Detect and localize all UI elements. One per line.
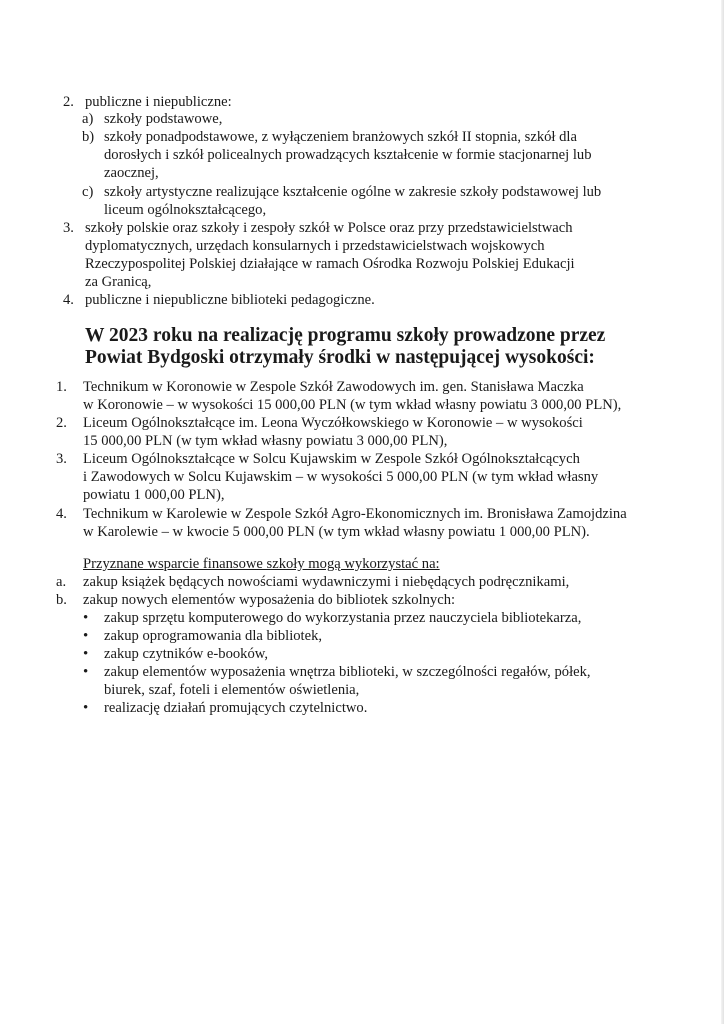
list-item-text: publiczne i niepubliczne biblioteki pedagogiczne.	[85, 292, 375, 308]
bullet-item-text: realizację działań promujących czytelnictwo.	[104, 700, 368, 716]
school-text: i Zawodowych w Solcu Kujawskim – w wysokości 5 000,00 PLN (w tym wkład własny	[83, 469, 599, 485]
list-number: 3.	[63, 220, 74, 236]
list-item-text: dyplomatycznych, urzędach konsularnych i przedstawicielstwach wojskowych	[85, 238, 545, 254]
school-text: Technikum w Karolewie w Zespole Szkół Agro-Ekonomicznych im. Bronisława Zamojdzina	[83, 506, 627, 522]
bullet-item-text: zakup elementów wyposażenia wnętrza biblioteki, w szczególności regałów, półek,	[104, 664, 591, 680]
sublist-marker: a)	[82, 111, 94, 127]
school-text: Liceum Ogólnokształcące w Solcu Kujawskim w Zespole Szkół Ogólnokształcących	[83, 451, 580, 467]
bullet-item-text: zakup czytników e-booków,	[104, 646, 268, 662]
sublist-marker: c)	[82, 184, 94, 200]
section-heading-line-1: W 2023 roku na realizację programu szkoły prowadzone przez	[85, 325, 606, 346]
sublist-item-text: szkoły artystyczne realizujące kształcenie ogólne w zakresie szkoły podstawowej lub	[104, 184, 602, 200]
school-number: 3.	[56, 451, 67, 467]
bullet-icon: •	[83, 646, 89, 662]
bullet-icon: •	[83, 628, 89, 644]
bullet-icon: •	[83, 664, 89, 680]
bullet-icon: •	[83, 700, 89, 716]
sublist-marker: b)	[82, 129, 95, 145]
sublist-item-text: szkoły podstawowe,	[104, 111, 223, 127]
list-item-text: Rzeczypospolitej Polskiej działające w ramach Ośrodka Rozwoju Polskiej Edukacji	[85, 256, 575, 272]
sublist-item-text: liceum ogólnokształcącego,	[104, 202, 267, 218]
bullet-item-text: zakup sprzętu komputerowego do wykorzystania przez nauczyciela bibliotekarza,	[104, 610, 582, 626]
bullet-item-text: biurek, szaf, foteli i elementów oświetlenia,	[104, 682, 360, 698]
support-item-text: zakup książek będących nowościami wydawniczymi i niebędących podręcznikami,	[83, 574, 570, 590]
school-text: w Koronowie – w wysokości 15 000,00 PLN (w tym wkład własny powiatu 3 000,00 PLN),	[83, 397, 622, 413]
support-item-text: zakup nowych elementów wyposażenia do bibliotek szkolnych:	[83, 592, 456, 608]
sublist-item-text: zaocznej,	[104, 165, 159, 181]
list-item-text: szkoły polskie oraz szkoły i zespoły szkół w Polsce oraz przy przedstawicielstwach	[85, 220, 573, 236]
list-item-title: publiczne i niepubliczne:	[85, 94, 232, 110]
list-number: 2.	[63, 94, 74, 110]
school-text: 15 000,00 PLN (w tym wkład własny powiatu 3 000,00 PLN),	[83, 433, 448, 449]
school-number: 4.	[56, 506, 67, 522]
support-intro: Przyznane wsparcie finansowe szkoły mogą wykorzystać na:	[83, 556, 440, 572]
list-number: 4.	[63, 292, 74, 308]
support-marker: b.	[56, 592, 67, 608]
school-text: Liceum Ogólnokształcące im. Leona Wyczółkowskiego w Koronowie – w wysokości	[83, 415, 583, 431]
sublist-item-text: szkoły ponadpodstawowe, z wyłączeniem branżowych szkół II stopnia, szkół dla	[104, 129, 577, 145]
school-text: powiatu 1 000,00 PLN),	[83, 487, 225, 503]
sublist-item-text: dorosłych i szkół policealnych prowadzących kształcenie w formie stacjonarnej lub	[104, 147, 592, 163]
bullet-item-text: zakup oprogramowania dla bibliotek,	[104, 628, 323, 644]
section-heading-line-2: Powiat Bydgoski otrzymały środki w następującej wysokości:	[85, 347, 595, 368]
school-number: 1.	[56, 379, 67, 395]
school-text: Technikum w Koronowie w Zespole Szkół Zawodowych im. gen. Stanisława Maczka	[83, 379, 584, 395]
school-text: w Karolewie – w kwocie 5 000,00 PLN (w tym wkład własny powiatu 1 000,00 PLN).	[83, 524, 590, 540]
support-marker: a.	[56, 574, 67, 590]
bullet-icon: •	[83, 610, 89, 626]
list-item-text: za Granicą,	[85, 274, 152, 290]
school-number: 2.	[56, 415, 67, 431]
